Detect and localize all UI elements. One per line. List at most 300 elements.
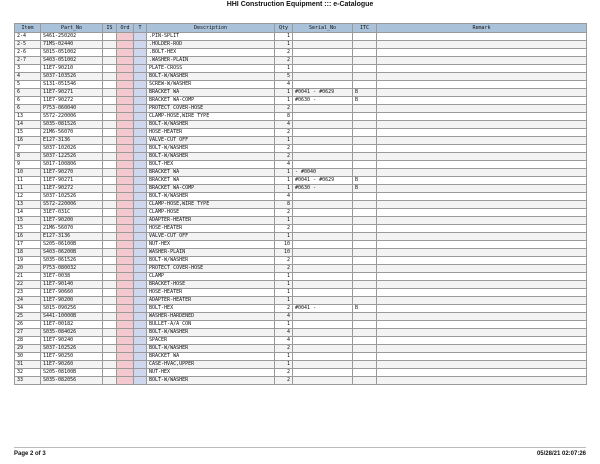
- cell-t: [134, 369, 147, 377]
- cell-itc: B: [353, 185, 377, 193]
- cell-qty: 1: [275, 177, 293, 185]
- cell-item: 19: [15, 257, 41, 265]
- cell-is: [103, 169, 117, 177]
- cell-item: 6: [15, 89, 41, 97]
- cell-serial-no: [293, 49, 353, 57]
- table-row: [15, 81, 587, 89]
- cell-part-no: S015-090256: [41, 305, 103, 313]
- cell-part-no: S205-08100B: [41, 369, 103, 377]
- cell-description: .HOLDER-ROD: [147, 41, 275, 49]
- cell-ord: [117, 273, 134, 281]
- table-row: [15, 177, 587, 185]
- cell-qty: 2: [275, 345, 293, 353]
- cell-part-no: S572-220006: [41, 201, 103, 209]
- cell-description: BOLT-W/WASHER: [147, 345, 275, 353]
- print-timestamp: 05/28/21 02:07:26: [536, 451, 586, 457]
- cell-part-no: S403-051002: [41, 57, 103, 65]
- cell-is: [103, 305, 117, 313]
- cell-remark: [377, 49, 587, 57]
- cell-part-no: S403-06200B: [41, 249, 103, 257]
- cell-t: [134, 217, 147, 225]
- cell-t: [134, 113, 147, 121]
- cell-qty: 2: [275, 257, 293, 265]
- cell-remark: [377, 33, 587, 41]
- footer-divider: [14, 447, 586, 448]
- table-row: [15, 209, 587, 217]
- cell-qty: 8: [275, 113, 293, 121]
- cell-t: [134, 225, 147, 233]
- table-row: [15, 57, 587, 65]
- cell-itc: [353, 209, 377, 217]
- cell-item: 15: [15, 225, 41, 233]
- table-row: [15, 161, 587, 169]
- cell-ord: [117, 57, 134, 65]
- cell-serial-no: #0041 - #0629: [293, 177, 353, 185]
- table-row: [15, 353, 587, 361]
- cell-part-no: 21M6-56070: [41, 225, 103, 233]
- cell-remark: [377, 273, 587, 281]
- cell-description: HOSE-HEATER: [147, 129, 275, 137]
- cell-qty: 1: [275, 89, 293, 97]
- cell-remark: [377, 313, 587, 321]
- cell-is: [103, 113, 117, 121]
- cell-t: [134, 297, 147, 305]
- cell-item: 28: [15, 337, 41, 345]
- cell-remark: [377, 81, 587, 89]
- cell-item: 29: [15, 345, 41, 353]
- cell-remark: [377, 41, 587, 49]
- cell-serial-no: [293, 233, 353, 241]
- table-row: [15, 233, 587, 241]
- table-header-row: [15, 24, 587, 33]
- cell-ord: [117, 225, 134, 233]
- cell-serial-no: [293, 241, 353, 249]
- cell-item: 27: [15, 329, 41, 337]
- cell-itc: [353, 105, 377, 113]
- table-row: [15, 153, 587, 161]
- cell-ord: [117, 369, 134, 377]
- cell-ord: [117, 113, 134, 121]
- cell-qty: 4: [275, 121, 293, 129]
- cell-t: [134, 233, 147, 241]
- cell-remark: [377, 153, 587, 161]
- cell-is: [103, 233, 117, 241]
- cell-description: BOLT-W/WASHER: [147, 257, 275, 265]
- cell-t: [134, 353, 147, 361]
- cell-item: 7: [15, 145, 41, 153]
- cell-qty: 10: [275, 241, 293, 249]
- cell-is: [103, 201, 117, 209]
- cell-serial-no: [293, 329, 353, 337]
- cell-item: 22: [15, 281, 41, 289]
- cell-is: [103, 265, 117, 273]
- column-header-description: Description: [147, 24, 275, 33]
- cell-t: [134, 289, 147, 297]
- cell-item: 31: [15, 361, 41, 369]
- cell-ord: [117, 241, 134, 249]
- parts-table: [14, 23, 587, 385]
- cell-item: 30: [15, 353, 41, 361]
- cell-serial-no: [293, 201, 353, 209]
- cell-part-no: 11E7-90240: [41, 337, 103, 345]
- cell-is: [103, 137, 117, 145]
- cell-itc: [353, 201, 377, 209]
- page-number: Page 2 of 3: [14, 451, 46, 457]
- cell-qty: 2: [275, 49, 293, 57]
- cell-ord: [117, 377, 134, 385]
- cell-remark: [377, 73, 587, 81]
- cell-item: 15: [15, 129, 41, 137]
- cell-remark: [377, 97, 587, 105]
- cell-remark: [377, 257, 587, 265]
- cell-remark: [377, 305, 587, 313]
- column-header-item: Item: [15, 24, 41, 33]
- table-row: [15, 73, 587, 81]
- cell-serial-no: [293, 281, 353, 289]
- cell-is: [103, 321, 117, 329]
- cell-remark: [377, 217, 587, 225]
- cell-part-no: S035-082056: [41, 377, 103, 385]
- cell-t: [134, 265, 147, 273]
- cell-qty: 1: [275, 185, 293, 193]
- cell-part-no: S037-102526: [41, 345, 103, 353]
- cell-description: HOSE-HEATER: [147, 289, 275, 297]
- column-header-part-no: Part_No: [41, 24, 103, 33]
- cell-itc: [353, 249, 377, 257]
- cell-qty: 2: [275, 225, 293, 233]
- cell-itc: [353, 153, 377, 161]
- cell-item: 14: [15, 209, 41, 217]
- cell-is: [103, 369, 117, 377]
- cell-part-no: S037-102026: [41, 145, 103, 153]
- cell-ord: [117, 153, 134, 161]
- cell-item: 9: [15, 161, 41, 169]
- cell-remark: [377, 377, 587, 385]
- cell-qty: 2: [275, 57, 293, 65]
- cell-is: [103, 89, 117, 97]
- cell-description: VALVE-CUT OFF: [147, 137, 275, 145]
- cell-item: 34: [15, 305, 41, 313]
- table-row: [15, 257, 587, 265]
- column-header-itc: ITC: [353, 24, 377, 33]
- cell-qty: 1: [275, 169, 293, 177]
- cell-serial-no: [293, 41, 353, 49]
- cell-qty: 2: [275, 153, 293, 161]
- cell-t: [134, 153, 147, 161]
- cell-item: 2-7: [15, 57, 41, 65]
- cell-ord: [117, 305, 134, 313]
- page-title: HHI Construction Equipment ::: e-Catalogue: [226, 1, 374, 8]
- cell-is: [103, 377, 117, 385]
- cell-qty: 1: [275, 361, 293, 369]
- cell-t: [134, 321, 147, 329]
- cell-description: .BOLT-HEX: [147, 49, 275, 57]
- cell-serial-no: [293, 361, 353, 369]
- cell-is: [103, 161, 117, 169]
- cell-item: 16: [15, 137, 41, 145]
- cell-qty: 5: [275, 73, 293, 81]
- cell-description: BOLT-W/WASHER: [147, 153, 275, 161]
- cell-qty: 4: [275, 81, 293, 89]
- cell-serial-no: [293, 377, 353, 385]
- cell-qty: 4: [275, 161, 293, 169]
- cell-t: [134, 377, 147, 385]
- cell-serial-no: [293, 249, 353, 257]
- cell-part-no: S035-061526: [41, 257, 103, 265]
- cell-serial-no: [293, 353, 353, 361]
- table-row: [15, 241, 587, 249]
- table-row: [15, 289, 587, 297]
- cell-item: 11: [15, 177, 41, 185]
- table-row: [15, 321, 587, 329]
- cell-ord: [117, 265, 134, 273]
- cell-remark: [377, 345, 587, 353]
- cell-ord: [117, 105, 134, 113]
- cell-description: BOLT-HEX: [147, 305, 275, 313]
- cell-itc: [353, 169, 377, 177]
- table-row: [15, 369, 587, 377]
- cell-t: [134, 249, 147, 257]
- cell-serial-no: [293, 217, 353, 225]
- cell-qty: 1: [275, 273, 293, 281]
- cell-remark: [377, 321, 587, 329]
- cell-description: BULLET-A/A CON: [147, 321, 275, 329]
- cell-itc: [353, 73, 377, 81]
- table-row: [15, 305, 587, 313]
- cell-remark: [377, 201, 587, 209]
- cell-part-no: S037-103526: [41, 73, 103, 81]
- table-row: [15, 121, 587, 129]
- cell-remark: [377, 193, 587, 201]
- cell-is: [103, 209, 117, 217]
- cell-itc: [353, 273, 377, 281]
- cell-itc: [353, 57, 377, 65]
- cell-itc: [353, 289, 377, 297]
- cell-description: BOLT-W/WASHER: [147, 329, 275, 337]
- cell-itc: B: [353, 97, 377, 105]
- cell-is: [103, 49, 117, 57]
- cell-serial-no: [293, 345, 353, 353]
- cell-is: [103, 273, 117, 281]
- cell-qty: 1: [275, 353, 293, 361]
- cell-item: 33: [15, 377, 41, 385]
- cell-itc: [353, 321, 377, 329]
- cell-description: CLAMP-HOSE,WIRE TYPE: [147, 113, 275, 121]
- cell-item: 17: [15, 241, 41, 249]
- cell-item: 5: [15, 81, 41, 89]
- cell-serial-no: [293, 121, 353, 129]
- cell-itc: [353, 225, 377, 233]
- cell-item: 8: [15, 153, 41, 161]
- cell-remark: [377, 353, 587, 361]
- table-row: [15, 329, 587, 337]
- cell-qty: 1: [275, 33, 293, 41]
- cell-description: WASHER-HARDENED: [147, 313, 275, 321]
- table-row: [15, 201, 587, 209]
- cell-itc: [353, 257, 377, 265]
- cell-itc: [353, 241, 377, 249]
- cell-is: [103, 249, 117, 257]
- cell-t: [134, 329, 147, 337]
- table-row: [15, 169, 587, 177]
- cell-ord: [117, 169, 134, 177]
- cell-t: [134, 209, 147, 217]
- cell-ord: [117, 137, 134, 145]
- cell-part-no: 11E7-90272: [41, 185, 103, 193]
- cell-serial-no: [293, 313, 353, 321]
- cell-is: [103, 217, 117, 225]
- cell-ord: [117, 65, 134, 73]
- cell-serial-no: [293, 257, 353, 265]
- cell-itc: [353, 337, 377, 345]
- cell-is: [103, 257, 117, 265]
- table-row: [15, 297, 587, 305]
- cell-item: 2-4: [15, 33, 41, 41]
- cell-itc: [353, 217, 377, 225]
- cell-remark: [377, 185, 587, 193]
- cell-part-no: S017-100806: [41, 161, 103, 169]
- cell-description: PLATE-CROSS: [147, 65, 275, 73]
- cell-is: [103, 33, 117, 41]
- cell-part-no: S015-051002: [41, 49, 103, 57]
- cell-ord: [117, 321, 134, 329]
- cell-ord: [117, 257, 134, 265]
- cell-t: [134, 49, 147, 57]
- cell-part-no: 11E7-90250: [41, 353, 103, 361]
- cell-description: CASE-HVAC,UPPER: [147, 361, 275, 369]
- cell-serial-no: - #0040: [293, 169, 353, 177]
- cell-itc: [353, 65, 377, 73]
- cell-part-no: S131-051546: [41, 81, 103, 89]
- cell-description: VALVE-CUT OFF: [147, 233, 275, 241]
- cell-description: BOLT-W/WASHER: [147, 121, 275, 129]
- cell-t: [134, 161, 147, 169]
- cell-is: [103, 97, 117, 105]
- cell-part-no: 31E7-031C: [41, 209, 103, 217]
- cell-t: [134, 313, 147, 321]
- cell-qty: 2: [275, 129, 293, 137]
- cell-qty: 1: [275, 281, 293, 289]
- cell-t: [134, 305, 147, 313]
- cell-serial-no: [293, 153, 353, 161]
- cell-ord: [117, 89, 134, 97]
- cell-is: [103, 353, 117, 361]
- cell-ord: [117, 81, 134, 89]
- table-row: [15, 41, 587, 49]
- column-header-ord: Ord: [117, 24, 134, 33]
- cell-ord: [117, 345, 134, 353]
- table-row: [15, 217, 587, 225]
- cell-part-no: 11E7-90200: [41, 297, 103, 305]
- cell-itc: [353, 161, 377, 169]
- cell-itc: [353, 377, 377, 385]
- column-header-remark: Remark: [377, 24, 587, 33]
- cell-serial-no: [293, 33, 353, 41]
- cell-item: 24: [15, 297, 41, 305]
- cell-is: [103, 313, 117, 321]
- cell-item: 18: [15, 249, 41, 257]
- table-row: [15, 49, 587, 57]
- cell-qty: 1: [275, 65, 293, 73]
- cell-part-no: 11E7-90260: [41, 361, 103, 369]
- column-header-t: T: [134, 24, 147, 33]
- cell-description: BRACKET WA: [147, 177, 275, 185]
- cell-ord: [117, 49, 134, 57]
- cell-part-no: 11E7-90271: [41, 89, 103, 97]
- cell-remark: [377, 129, 587, 137]
- cell-part-no: P753-080032: [41, 265, 103, 273]
- table-body: [15, 33, 587, 385]
- cell-qty: 4: [275, 313, 293, 321]
- cell-part-no: 11E7-90210: [41, 65, 103, 73]
- cell-ord: [117, 281, 134, 289]
- cell-description: BRACKET WA-COMP: [147, 185, 275, 193]
- cell-description: BOLT-W/WASHER: [147, 73, 275, 81]
- cell-t: [134, 81, 147, 89]
- cell-item: 25: [15, 313, 41, 321]
- cell-serial-no: [293, 73, 353, 81]
- cell-is: [103, 105, 117, 113]
- cell-description: BRACKET-HOSE: [147, 281, 275, 289]
- cell-t: [134, 129, 147, 137]
- cell-t: [134, 281, 147, 289]
- cell-item: 2-5: [15, 41, 41, 49]
- cell-itc: [353, 137, 377, 145]
- cell-itc: [353, 33, 377, 41]
- cell-part-no: S461-250202: [41, 33, 103, 41]
- cell-description: NUT-HEX: [147, 369, 275, 377]
- cell-ord: [117, 177, 134, 185]
- table-row: [15, 225, 587, 233]
- cell-remark: [377, 145, 587, 153]
- cell-itc: B: [353, 89, 377, 97]
- cell-serial-no: #0630 -: [293, 97, 353, 105]
- cell-qty: 4: [275, 193, 293, 201]
- cell-qty: 1: [275, 41, 293, 49]
- table-row: [15, 113, 587, 121]
- cell-t: [134, 201, 147, 209]
- cell-serial-no: [293, 193, 353, 201]
- cell-serial-no: [293, 161, 353, 169]
- cell-is: [103, 193, 117, 201]
- cell-remark: [377, 105, 587, 113]
- cell-item: 21: [15, 273, 41, 281]
- column-header-serial-no: Serial_No: [293, 24, 353, 33]
- cell-t: [134, 177, 147, 185]
- cell-remark: [377, 137, 587, 145]
- cell-t: [134, 193, 147, 201]
- cell-itc: [353, 41, 377, 49]
- cell-remark: [377, 161, 587, 169]
- cell-ord: [117, 361, 134, 369]
- cell-description: WASHER-PLAIN: [147, 249, 275, 257]
- cell-description: BOLT-W/WASHER: [147, 193, 275, 201]
- cell-t: [134, 273, 147, 281]
- cell-t: [134, 145, 147, 153]
- cell-serial-no: #0041 - #0629: [293, 89, 353, 97]
- cell-ord: [117, 201, 134, 209]
- table-row: [15, 313, 587, 321]
- cell-is: [103, 41, 117, 49]
- cell-remark: [377, 265, 587, 273]
- cell-description: BRACKET WA: [147, 353, 275, 361]
- cell-part-no: S037-122526: [41, 153, 103, 161]
- cell-is: [103, 361, 117, 369]
- cell-qty: 4: [275, 337, 293, 345]
- cell-is: [103, 281, 117, 289]
- cell-itc: B: [353, 305, 377, 313]
- table-row: [15, 249, 587, 257]
